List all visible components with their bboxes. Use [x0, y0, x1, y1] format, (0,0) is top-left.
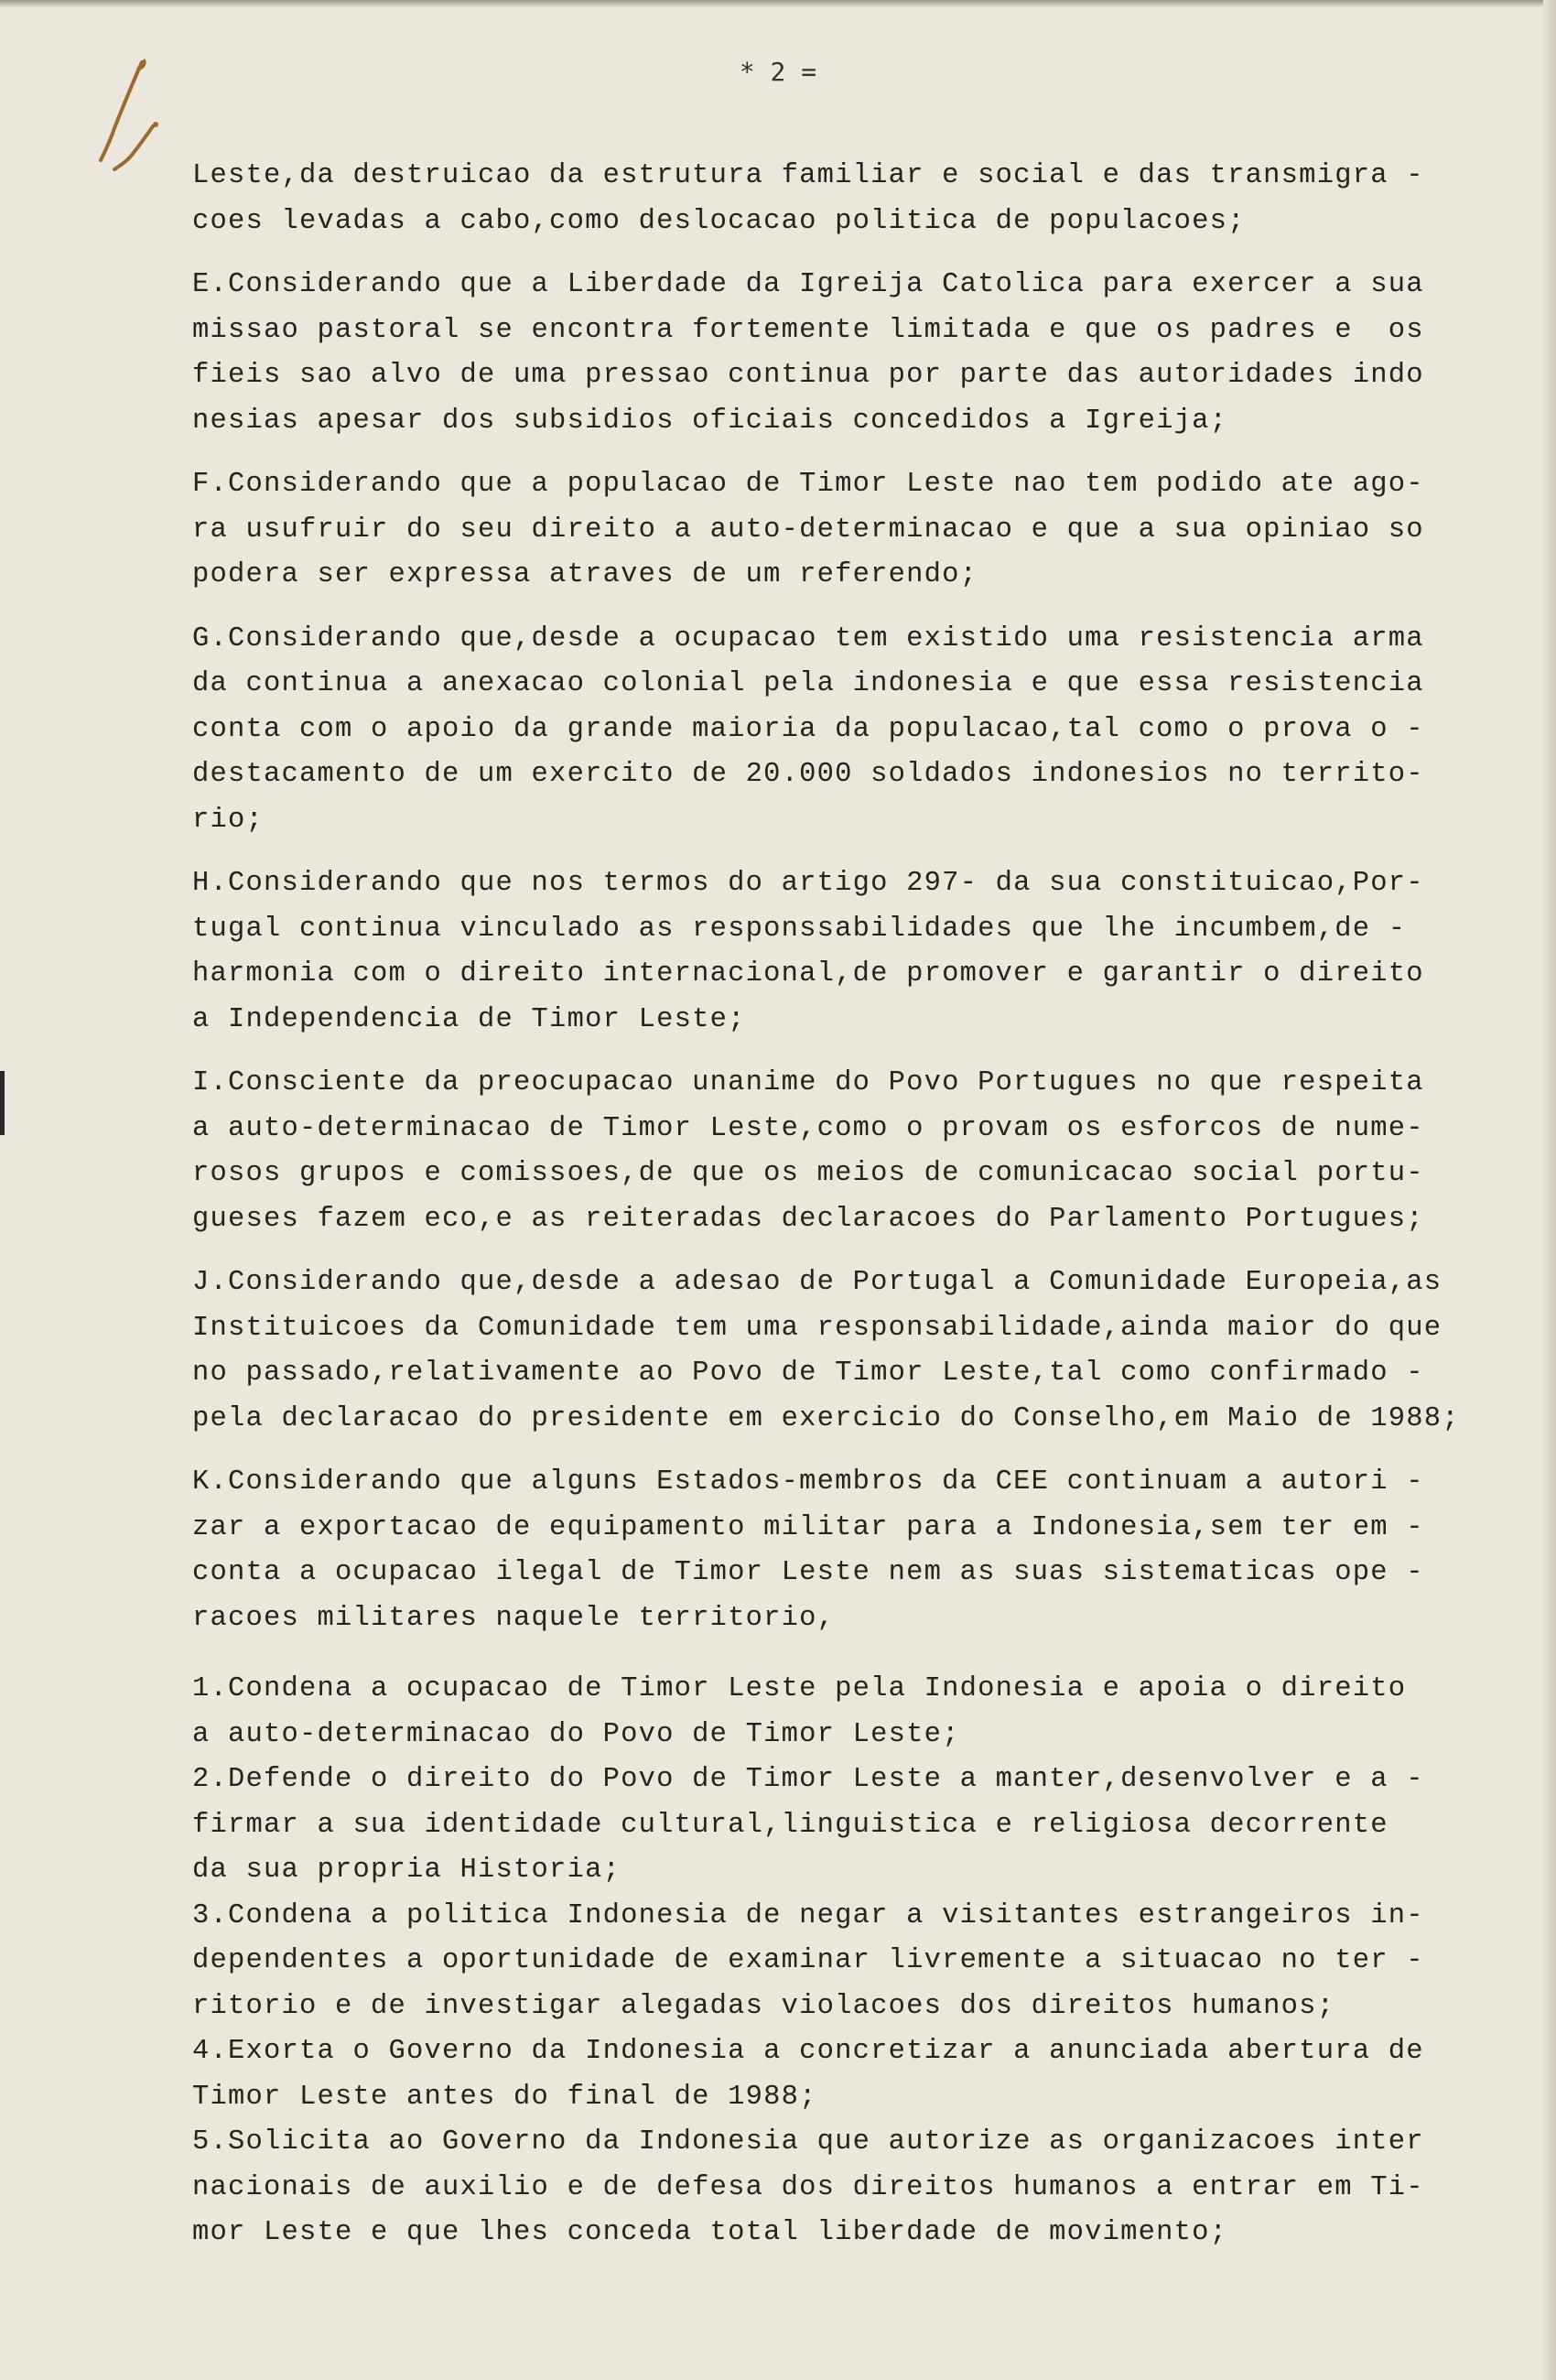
text-line: tugal continua vinculado as responssabilidades que lhe incumbem,de - [192, 913, 1407, 945]
text-line: a auto-determinacao de Timor Leste,como o provam os esforcos de nume- [192, 1112, 1424, 1144]
text-line: gueses fazem eco,e as reiteradas declaracoes do Parlamento Portugues; [192, 1203, 1424, 1235]
paragraph-intro [192, 154, 1460, 244]
text-line: rosos grupos e comissoes,de que os meios de comunicacao social portu- [192, 1158, 1424, 1189]
text-line: racoes militares naquele territorio, [192, 1602, 836, 1634]
text-line: I.Consciente da preocupacao unanime do Povo Portugues no que respeita [192, 1067, 1424, 1098]
scan-edge-mark [0, 1071, 5, 1135]
text-line: Instituicoes da Comunidade tem uma responsabilidade,ainda maior do que [192, 1312, 1443, 1344]
text-line: harmonia com o direito internacional,de promover e garantir o direito [192, 958, 1424, 990]
text-line: 5.Solicita ao Governo da Indonesia que autorize as organizacoes inter [192, 2126, 1424, 2158]
paragraph-f [192, 462, 1460, 599]
paragraph-h [192, 861, 1460, 1043]
text-line: F.Considerando que a populacao de Timor Leste nao tem podido ate ago- [192, 469, 1424, 500]
text-line: conta com o apoio da grande maioria da populacao,tal como o prova o - [192, 713, 1424, 745]
text-line: a Independencia de Timor Leste; [192, 1003, 746, 1035]
text-line: J.Considerando que,desde a adesao de Portugal a Comunidade Europeia,as [192, 1267, 1443, 1298]
page-number: * 2 = [739, 57, 817, 87]
text-line: ra usufruir do seu direito a auto-determinacao e que a sua opiniao so [192, 514, 1424, 546]
text-line: podera ser expressa atraves de um referendo; [192, 559, 978, 590]
text-line: K.Considerando que alguns Estados-membros da CEE continuam a autori - [192, 1466, 1424, 1498]
text-line: da continua a anexacao colonial pela indonesia e que essa resistencia [192, 668, 1424, 699]
paragraph-e [192, 263, 1460, 444]
text-line: missao pastoral se encontra fortemente limitada e que os padres e os [192, 314, 1424, 346]
text-line: coes levadas a cabo,como deslocacao politica de populacoes; [192, 205, 1246, 237]
text-line: 4.Exorta o Governo da Indonesia a concretizar a anunciada abertura de [192, 2036, 1424, 2067]
text-line: Timor Leste antes do final de 1988; [192, 2081, 817, 2113]
text-line: ritorio e de investigar alegadas violacoes dos direitos humanos; [192, 1990, 1335, 2022]
scan-top-edge [0, 0, 1556, 7]
text-line: firmar a sua identidade cultural,linguistica e religiosa decorrente [192, 1809, 1389, 1841]
text-line: Leste,da destruicao da estrutura familiar e social e das transmigra - [192, 160, 1424, 191]
text-line: 3.Condena a politica Indonesia de negar a visitantes estrangeiros in- [192, 1899, 1424, 1931]
paragraph-g [192, 617, 1460, 844]
text-line: 1.Condena a ocupacao de Timor Leste pela Indonesia e apoia o direito [192, 1673, 1407, 1704]
paragraph-k [192, 1460, 1460, 1641]
text-line: rio; [192, 804, 265, 836]
text-line: nacionais de auxilio e de defesa dos direitos humanos a entrar em Ti- [192, 2171, 1424, 2203]
text-line: zar a exportacao de equipamento militar para a Indonesia,sem ter em - [192, 1511, 1424, 1543]
text-line: da sua propria Historia; [192, 1855, 621, 1886]
scan-right-edge [1543, 0, 1556, 2380]
paragraph-i [192, 1061, 1460, 1242]
text-line: G.Considerando que,desde a ocupacao tem existido uma resistencia arma [192, 622, 1424, 654]
text-line: no passado,relativamente ao Povo de Timor Leste,tal como confirmado - [192, 1358, 1424, 1389]
numbered-points [192, 1667, 1460, 2256]
paragraph-j [192, 1260, 1460, 1442]
text-line: 2.Defende o direito do Povo de Timor Leste a manter,desenvolver e a - [192, 1764, 1424, 1795]
text-line: mor Leste e que lhes conceda total liberdade de movimento; [192, 2217, 1228, 2248]
text-line: a auto-determinacao do Povo de Timor Leste; [192, 1718, 960, 1750]
document-body [192, 154, 1460, 2256]
text-line: E.Considerando que a Liberdade da Igreija Catolica para exercer a sua [192, 269, 1424, 300]
text-line: conta a ocupacao ilegal de Timor Leste nem as suas sistematicas ope - [192, 1557, 1424, 1588]
text-line: dependentes a oportunidade de examinar livremente a situacao no ter - [192, 1945, 1424, 1976]
text-line: pela declaracao do presidente em exercicio do Conselho,em Maio de 1988; [192, 1402, 1460, 1434]
text-line: destacamento de um exercito de 20.000 soldados indonesios no territo- [192, 759, 1424, 790]
text-line: nesias apesar dos subsidios oficiais concedidos a Igreija; [192, 405, 1228, 437]
text-line: H.Considerando que nos termos do artigo 297- da sua constituicao,Por- [192, 868, 1424, 899]
text-line: fieis sao alvo de uma pressao continua por parte das autoridades indo [192, 360, 1424, 391]
